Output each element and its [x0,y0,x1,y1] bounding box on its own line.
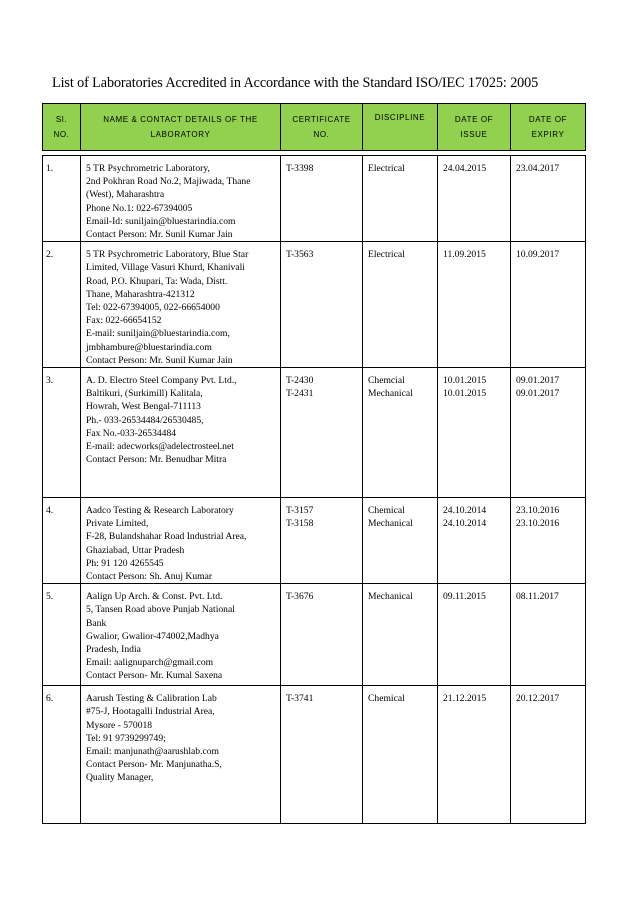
cell-lab-details [81,498,281,584]
cell-date-of-issue [438,242,511,368]
detail-line: Thane, Maharashtra-421312 [86,288,195,300]
expiry-date: 23.10.2016 [516,505,560,517]
cell-date-of-issue [438,156,511,242]
certificate-number: T-2431 [286,388,314,400]
detail-line: 2nd Pokhran Road No.2, Majiwada, Thane [86,176,251,188]
cell-certificate-no [281,156,363,242]
header-name-contact: NAME & CONTACT DETAILS OF THE LABORATORY [81,104,281,151]
cell-date-of-issue [438,584,511,686]
cell-date-of-expiry [511,368,586,498]
detail-line: Tel: 022-67394005, 022-66654000 [86,302,220,314]
certificate-number: T-2430 [286,375,314,387]
cell-lab-details [81,156,281,242]
detail-line: Aalign Up Arch. & Const. Pvt. Ltd. [86,591,223,603]
cell-date-of-expiry [511,242,586,368]
cell-sl-no: 1. [43,156,81,242]
page-title: List of Laboratories Accredited in Accordance with the Standard ISO/IEC 17025: 2005 [52,75,539,91]
cell-discipline [363,242,438,368]
header-date-of-issue: DATE OF ISSUE [438,104,511,151]
detail-line: Email-Id: suniljain@bluestarindia.com [86,215,236,227]
cell-sl-no: 5. [43,584,81,686]
detail-line: F-28, Bulandshahar Road Industrial Area, [86,531,247,543]
cell-certificate-no [281,242,363,368]
cell-certificate-no [281,686,363,824]
discipline-value: Electrical [368,163,405,174]
discipline-value: Chemical [368,693,405,705]
expiry-date: 23.04.2017 [516,163,560,174]
detail-line: Contact Person: Mr. Sunil Kumar Jain [86,354,233,366]
cell-discipline [363,584,438,686]
table-row [43,242,586,368]
discipline-value: Mechanical [368,388,413,400]
cell-sl-no: 2. [43,242,81,368]
table-header [42,103,586,151]
cell-certificate-no [281,498,363,584]
cell-date-of-expiry [511,156,586,242]
detail-line: Pradesh, India [86,644,141,656]
table-row [43,498,586,584]
header-discipline: DISCIPLINE [363,104,438,151]
cell-date-of-expiry [511,498,586,584]
cell-discipline [363,156,438,242]
detail-line: Tel: 91 9739299749; [86,732,166,744]
detail-line: 5, Tansen Road above Punjab National [86,604,235,616]
issue-date: 10.01.2015 [443,375,487,387]
detail-line: E-mail: suniljain@bluestarindia.com, [86,328,230,340]
cell-lab-details [81,242,281,368]
detail-line: 5 TR Psychrometric Laboratory, Blue Star [86,249,249,261]
cell-date-of-expiry [511,584,586,686]
issue-date: 10.01.2015 [443,388,487,400]
discipline-value: Mechanical [368,591,413,603]
certificate-number: T-3158 [286,518,314,530]
detail-line: Limited, Village Vasuri Khurd, Khanivali [86,262,245,274]
expiry-date: 20.12.2017 [516,693,560,705]
issue-date: 24.10.2014 [443,518,487,530]
detail-line: Contact Person- Mr. Manjunatha.S, [86,759,222,771]
detail-line: Baltikuri, (Surkimill) Kalitala, [86,388,203,400]
cell-discipline [363,686,438,824]
issue-date: 09.11.2015 [443,591,486,603]
certificate-number: T-3741 [286,693,314,705]
cell-lab-details [81,686,281,824]
detail-line: Aarush Testing & Calibration Lab [86,693,217,705]
detail-line: Email: manjunath@aarushlab.com [86,746,219,758]
cell-certificate-no [281,584,363,686]
expiry-date: 09.01.2017 [516,375,560,387]
table-row [43,584,586,686]
cell-date-of-issue [438,686,511,824]
expiry-date: 09.01.2017 [516,388,560,400]
detail-line: Fax: 022-66654152 [86,315,162,327]
detail-line: Gwalior, Gwalior-474002,Madhya [86,630,219,642]
table-row [43,686,586,824]
cell-lab-details [81,368,281,498]
laboratories-table [42,155,586,824]
cell-sl-no: 3. [43,368,81,498]
cell-lab-details [81,584,281,686]
cell-discipline [363,498,438,584]
detail-line: E-mail: adecworks@adelectrosteel.net [86,441,234,453]
discipline-value: Electrical [368,249,405,261]
detail-line: A. D. Electro Steel Company Pvt. Ltd., [86,375,237,387]
detail-line: Howrah, West Bengal-711113 [86,401,201,413]
detail-line: Road, P.O. Khupari, Ta: Wada, Distt. [86,275,228,287]
expiry-date: 10.09.2017 [516,249,560,261]
cell-sl-no: 4. [43,498,81,584]
detail-line: #75-J, Hootagalli Industrial Area, [86,706,215,718]
detail-line: Quality Manager, [86,772,154,784]
cell-sl-no: 6. [43,686,81,824]
issue-date: 24.04.2015 [443,163,487,174]
issue-date: 24.10.2014 [443,505,487,517]
cell-certificate-no [281,368,363,498]
certificate-number: T-3157 [286,505,314,517]
detail-line: Contact Person- Mr. Kumal Saxena [86,670,223,682]
cell-date-of-issue [438,498,511,584]
table-row [43,156,586,242]
detail-line: Contact Person: Mr. Benudhar Mitra [86,454,227,466]
detail-line: Bank [86,617,107,629]
detail-line: Mysore - 570018 [86,719,153,731]
detail-line: Contact Person: Sh. Anuj Kumar [86,571,213,583]
detail-line: Fax No.-033-26534484 [86,427,177,439]
cell-discipline [363,368,438,498]
certificate-number: T-3398 [286,163,314,174]
header-date-of-expiry: DATE OF EXPIRY [511,104,586,151]
detail-line: Ghaziabad, Uttar Pradesh [86,544,185,556]
table-row [43,368,586,498]
detail-line: 5 TR Psychrometric Laboratory, [86,163,210,174]
detail-line: Ph: 91 120 4265545 [86,557,164,569]
detail-line: Aadco Testing & Research Laboratory [86,505,234,517]
cell-date-of-issue [438,368,511,498]
detail-line: jmbhambure@bluestarindia.com [86,341,212,353]
certificate-number: T-3676 [286,591,314,603]
discipline-value: Mechanical [368,518,413,530]
discipline-value: Chemical [368,505,405,517]
detail-line: Phone No.1: 022-67394005 [86,202,193,214]
detail-line: Private Limited, [86,518,149,530]
expiry-date: 08.11.2017 [516,591,559,603]
detail-line: (West), Maharashtra [86,189,165,201]
detail-line: Email: aalignuparch@gmail.com [86,657,214,669]
expiry-date: 23.10.2016 [516,518,560,530]
discipline-value: Chemcial [368,375,405,387]
issue-date: 21.12.2015 [443,693,487,705]
header-certificate-no: CERTIFICATE NO. [281,104,363,151]
header-sl-no: Sl. NO. [43,104,81,151]
certificate-number: T-3563 [286,249,314,261]
cell-date-of-expiry [511,686,586,824]
detail-line: Ph.- 033-26534484/26530485, [86,414,204,426]
issue-date: 11.09.2015 [443,249,486,261]
detail-line: Contact Person: Mr. Sunil Kumar Jain [86,229,233,241]
